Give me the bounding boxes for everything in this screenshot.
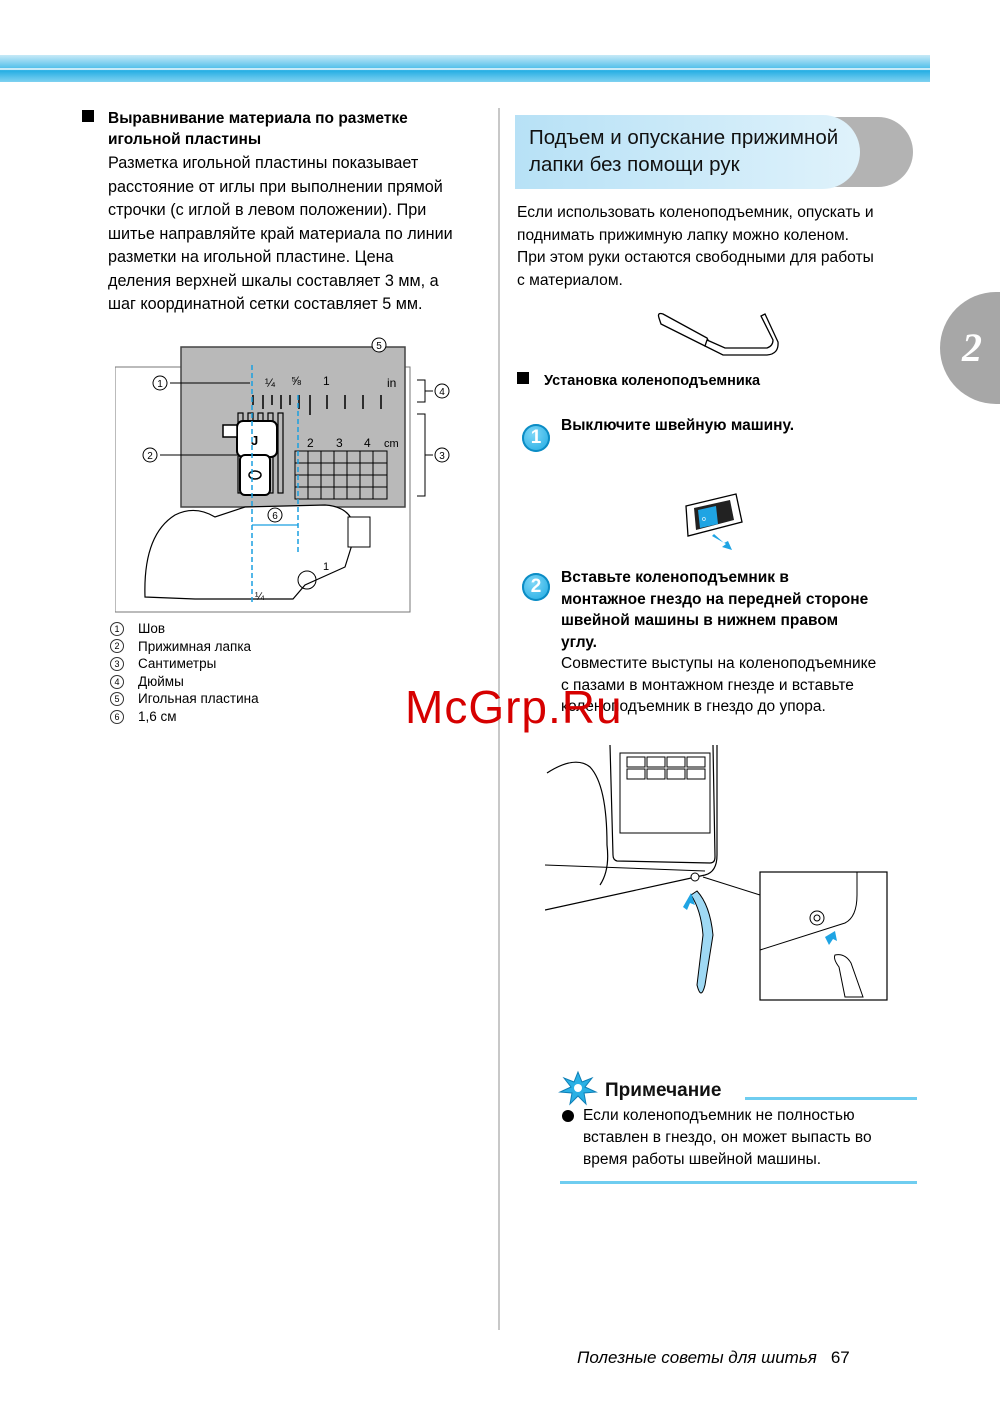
top-bar-highlight: [0, 68, 930, 70]
scale-label-2: 2: [307, 436, 314, 450]
note-divider-top: [745, 1097, 917, 1100]
machine-knee-lifter-illustration: [545, 745, 895, 1010]
page-number: 67: [830, 1348, 850, 1367]
legend-item: 5 Игольная пластина: [110, 690, 259, 708]
note-text: Если коленоподъемник не полностью вставлен в гнездо, он может выпасть во время работы швейной машины.: [583, 1107, 872, 1168]
knee-lifter-illustration: [655, 310, 785, 360]
left-body-text: Разметка игольной пластины показывает расстояние от иглы при выполнении прямой строчки (с иглой в левом положении). При шитье направляйте край материала по линии разметки на игольной пластине. Цена деления верхней шкалы составляет 3 мм, а шаг координатной сетки составляет 5 мм.: [108, 154, 453, 313]
legend-item: 1 Шов: [110, 620, 259, 638]
square-bullet-icon: [517, 372, 529, 384]
svg-text:6: 6: [272, 511, 278, 522]
svg-text:5: 5: [376, 341, 382, 352]
chapter-tab: [940, 292, 1000, 404]
svg-text:1: 1: [157, 379, 163, 390]
foot-letter: J: [251, 433, 259, 448]
presser-foot-sole: [240, 455, 270, 495]
step-2-text: Вставьте коленоподъемник в монтажное гнездо на передней стороне швейной машины в нижнем правом углу.: [561, 569, 869, 651]
needle-plate: [181, 347, 405, 507]
scale-label-4: 4: [364, 436, 371, 450]
legend-item: 4 Дюймы: [110, 673, 259, 691]
foot-clamp: [223, 425, 237, 437]
switch-off-mark: o: [702, 516, 706, 523]
scale-brackets: [415, 370, 460, 500]
right-subheading: Установка коленоподъемника: [517, 372, 760, 389]
bottom-one-label: 1: [323, 561, 330, 573]
detail-inset: [760, 872, 887, 1000]
legend-item: 3 Сантиметры: [110, 655, 259, 673]
step-1-text: Выключите швейную машину.: [561, 417, 795, 434]
bullet-icon: [562, 1110, 574, 1122]
watermark: McGrp.Ru: [405, 681, 623, 733]
scale-label-one: 1: [323, 374, 330, 388]
square-bullet-icon: [82, 110, 94, 122]
scale-label-quarter: ¼: [265, 376, 276, 390]
step-1-icon: 1: [522, 424, 550, 452]
svg-text:4: 4: [439, 387, 445, 398]
power-switch-illustration: [680, 492, 745, 550]
note-title: Примечание: [605, 1080, 722, 1101]
legend-item: 2 Прижимная лапка: [110, 638, 259, 656]
note-divider-bottom: [560, 1181, 917, 1184]
step-2-body: Совместите выступы на коленоподъемнике с пазами в монтажном гнезде и вставьте коленоподъемник в гнездо до упора.: [561, 655, 877, 715]
needle-plate-figure: [115, 335, 415, 615]
bobbin-cover: [348, 517, 370, 547]
legend-item: 6 1,6 см: [110, 708, 259, 726]
scale-label-five-eighths: ⅝: [291, 374, 302, 388]
machine-bed: [145, 505, 355, 599]
note-star-icon: [558, 1070, 598, 1106]
section-title: Подъем и опускание прижимной лапки без помощи рук: [515, 115, 915, 189]
step-2-icon: 2: [522, 573, 550, 601]
page-footer: [577, 1348, 850, 1368]
scale-label-3: 3: [336, 436, 343, 450]
mounting-socket-icon: [691, 873, 699, 881]
arrow-icon: [712, 534, 732, 550]
svg-text:2: 2: [147, 451, 153, 462]
scale-label-cm: cm: [384, 438, 399, 450]
chapter-number: 2: [962, 325, 982, 370]
footer-title: Полезные советы для шитья: [577, 1348, 817, 1367]
bottom-quarter-label: ¼: [255, 591, 265, 603]
svg-text:3: 3: [439, 451, 445, 462]
knee-lifter-inserted: [691, 891, 713, 993]
right-intro-text: Если использовать коленоподъемник, опускать и поднимать прижимную лапку можно коленом. При этом руки остаются свободными для работы с материалом.: [517, 204, 874, 289]
scale-label-inch: in: [387, 376, 397, 390]
figure-legend: [110, 620, 259, 726]
left-section-heading: Выравнивание материала по разметке игольной пластины: [82, 108, 482, 150]
